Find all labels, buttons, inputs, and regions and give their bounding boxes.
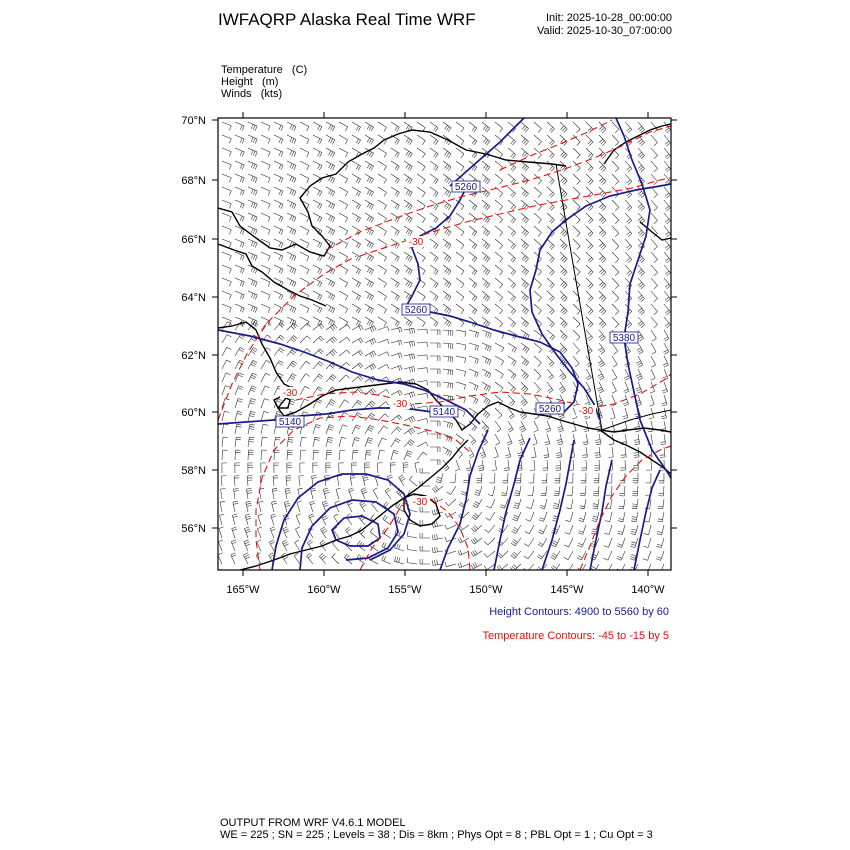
footer-config-line: WE = 225 ; SN = 225 ; Levels = 38 ; Dis = 8km ; Phys Opt = 8 ; PBL Opt = 1 ; Cu Opt = 3 <box>220 829 653 841</box>
height-label: 5140 <box>432 407 456 418</box>
lon-tick-label: 165°W <box>226 584 260 596</box>
lat-tick-label: 70°N <box>181 115 206 127</box>
temp-label: -30 <box>578 406 594 417</box>
field-temperature: Temperature (C) <box>221 64 308 76</box>
lat-tick-label: 64°N <box>181 292 206 304</box>
height-contours-note: Height Contours: 4900 to 5560 by 60 <box>489 606 669 618</box>
valid-time: Valid: 2025-10-30_07:00:00 <box>537 25 672 37</box>
height-label: 5140 <box>278 417 302 428</box>
lon-tick-label: 150°W <box>469 584 503 596</box>
lat-tick-label: 66°N <box>181 234 206 246</box>
height-label: 5260 <box>538 404 562 415</box>
lat-tick-label: 60°N <box>181 407 206 419</box>
model-footer <box>220 817 653 841</box>
map-title: IWFAQRP Alaska Real Time WRF <box>218 10 476 29</box>
lat-tick-label: 56°N <box>181 523 206 535</box>
lon-tick-label: 140°W <box>631 584 665 596</box>
field-winds: Winds (kts) <box>221 88 283 100</box>
height-label: 5260 <box>454 182 478 193</box>
lat-tick-label: 62°N <box>181 350 206 362</box>
temp-label: -30 <box>408 237 424 248</box>
temp-label: -30 <box>412 497 428 508</box>
lon-tick-label: 145°W <box>550 584 584 596</box>
temp-label: -30 <box>392 399 408 410</box>
lat-tick-label: 58°N <box>181 465 206 477</box>
lat-tick-label: 68°N <box>181 175 206 187</box>
height-label: 5380 <box>612 333 636 344</box>
height-label: 5260 <box>404 305 428 316</box>
lon-tick-label: 160°W <box>307 584 341 596</box>
temperature-contours-note: Temperature Contours: -45 to -15 by 5 <box>482 630 669 642</box>
temp-label: -30 <box>282 388 298 399</box>
lon-tick-label: 155°W <box>388 584 422 596</box>
footer-model-line: OUTPUT FROM WRF V4.6.1 MODEL <box>220 817 406 829</box>
init-time: Init: 2025-10-28_00:00:00 <box>546 12 672 24</box>
field-height: Height (m) <box>221 76 279 88</box>
